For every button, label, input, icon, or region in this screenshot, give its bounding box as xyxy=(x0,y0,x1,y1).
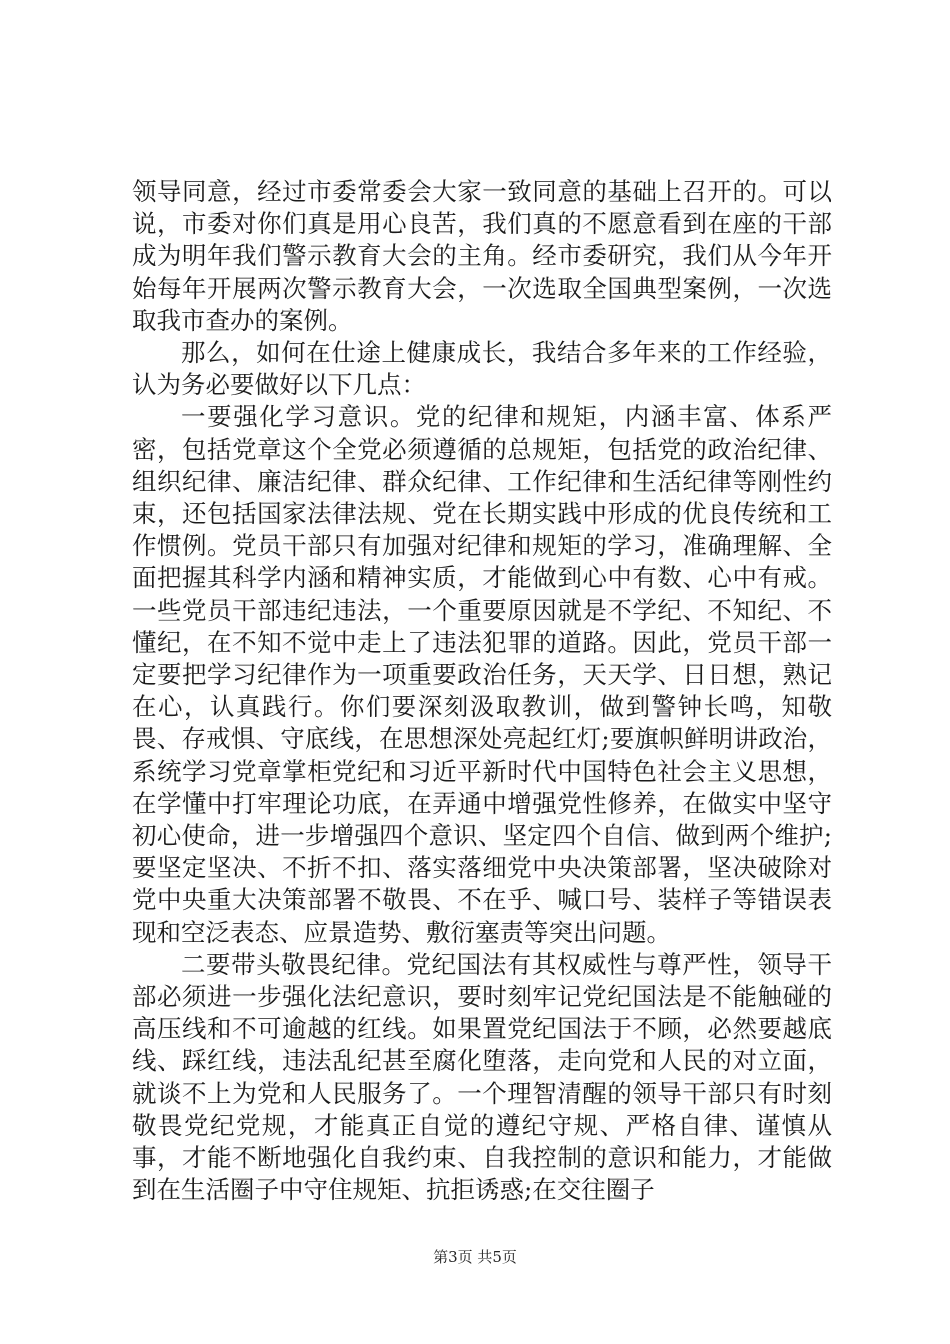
body-text xyxy=(132,176,832,1207)
paragraph-point-one: 一要强化学习意识。党的纪律和规矩，内涵丰富、体系严密，包括党章这个全党必须遵循的总规矩，包括党的政治纪律、组织纪律、廉洁纪律、群众纪律、工作纪律和生活纪律等刚性约束，还包括国家法律法规、党在长期实践中形成的优良传统和工作惯例。党员干部只有加强对纪律和规矩的学习，准确理解、全面把握其科学内涵和精神实质，才能做到心中有数、心中有戒。一些党员干部违纪违法，一个重要原因就是不学纪、不知纪、不懂纪，在不知不觉中走上了违法犯罪的道路。因此，党员干部一定要把学习纪律作为一项重要政治任务，天天学、日日想，熟记在心，认真践行。你们要深刻汲取教训，做到警钟长鸣，知敬畏、存戒惧、守底线，在思想深处亮起红灯;要旗帜鲜明讲政治，系统学习党章掌柜党纪和习近平新时代中国特色社会主义思想，在学懂中打牢理论功底，在弄通中增强党性修养，在做实中坚守初心使命，进一步增强四个意识、坚定四个自信、做到两个维护;要坚定坚决、不折不扣、落实落细党中央决策部署，坚决破除对党中央重大决策部署不敬畏、不在乎、喊口号、装样子等错误表现和空泛表态、应景造势、敷衍塞责等突出问题。 xyxy=(132,402,832,947)
paragraph-continuation: 领导同意，经过市委常委会大家一致同意的基础上召开的。可以说，市委对你们真是用心良苦，我们真的不愿意看到在座的干部成为明年我们警示教育大会的主角。经市委研究，我们从今年开始每年开展两次警示教育大会，一次选取全国典型案例，一次选取我市查办的案例。 xyxy=(132,177,832,335)
page-number-footer: 第3页 共5页 xyxy=(433,1248,517,1266)
paragraph-intro: 那么，如何在仕途上健康成长，我结合多年来的工作经验，认为务必要做好以下几点： xyxy=(132,338,832,400)
paragraph-point-two: 二要带头敬畏纪律。党纪国法有其权威性与尊严性，领导干部必须进一步强化法纪意识，要时刻牢记党纪国法是不能触碰的高压线和不可逾越的红线。如果置党纪国法于不顾，必然要越底线、踩红线，违法乱纪甚至腐化堕落，走向党和人民的对立面，就谈不上为党和人民服务了。一个理智清醒的领导干部只有时刻敬畏党纪党规，才能真正自觉的遵纪守规、严格自律、谨慎从事，才能不断地强化自我约束、自我控制的意识和能力，才能做到在生活圈子中守住规矩、抗拒诱惑;在交往圈子 xyxy=(132,949,832,1205)
